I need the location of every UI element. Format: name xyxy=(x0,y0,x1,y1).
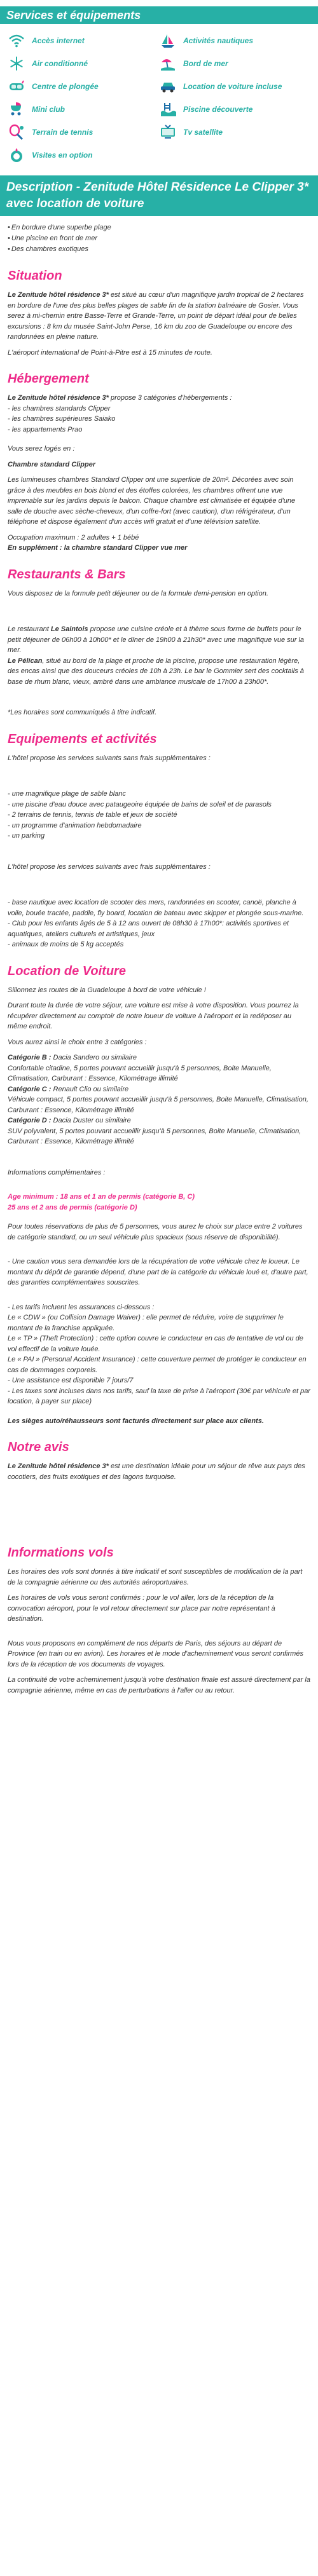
description-header: Description - Zenitude Hôtel Résidence Le Clipper 3* avec location de voiture xyxy=(0,175,318,216)
wifi-icon xyxy=(8,32,25,50)
restaurants-formula: Vous disposez de la formule petit déjeuner ou de la formule demi-pension en option. xyxy=(8,589,268,597)
amenity-tennis xyxy=(8,123,159,141)
amenity-label: Location de voiture incluse xyxy=(183,82,282,91)
infos-heading: Informations vols xyxy=(8,1546,114,1560)
situation-heading: Situation xyxy=(8,269,62,283)
amenity-label: Activités nautiques xyxy=(183,36,254,45)
list-item: - une piscine d'eau douce avec pataugeoire équipée de bains de soleil et de parasols xyxy=(8,800,272,808)
list-item: - 2 terrains de tennis, tennis de table et jeux de société xyxy=(8,811,177,819)
pool-icon xyxy=(159,100,177,118)
equipements-heading: Equipements et activités xyxy=(8,732,157,746)
location-choice: Vous aurez ainsi le choix entre 3 catégories : xyxy=(8,1038,147,1046)
car-icon xyxy=(159,78,177,95)
tennis-icon xyxy=(8,123,25,141)
amenities-grid xyxy=(0,24,318,164)
amenity-pool xyxy=(159,100,310,118)
flight-info-3: Nous vous proposons en complément de nos départs de Paris, des séjours au départ de Province (en train ou en avion). Les horaires et le mode d'acheminement vous seront confirmés lors de la réception de vos documents de voyages. xyxy=(8,1639,303,1668)
amenity-satellite-tv xyxy=(159,123,310,141)
group-booking-text: Pour toutes réservations de plus de 5 personnes, vous aurez le choix sur place entre 2 voitures de catégorie standard, ou un seul véhicule plus spacieux (sous réserve de disponibilité). xyxy=(8,1223,303,1241)
room-occupancy: Occupation maximum : 2 adultes + 1 bébé En supplément : la chambre standard Clipper vue mer xyxy=(8,533,188,552)
snowflake-icon xyxy=(8,55,25,72)
amenity-label: Centre de plongée xyxy=(32,82,99,91)
amenity-aircon xyxy=(8,55,159,72)
flight-info-4: La continuité de votre acheminement jusqu'à votre destination finale est assuré directement par la compagnie aérienne, même en cas de perturbations à l'aller ou au retour. xyxy=(8,1676,310,1694)
services-header: Services et équipements xyxy=(0,6,318,24)
room-title: Chambre standard Clipper xyxy=(8,460,96,468)
airport-text: L'aéroport international de Point-à-Pitre est à 15 minutes de route. xyxy=(8,348,212,357)
baby-carriage-icon xyxy=(8,100,25,118)
restaurants-heading: Restaurants & Bars xyxy=(8,567,126,582)
car-categories: Catégorie B : Dacia Sandero ou similaire Confortable citadine, 5 portes pouvant accueillir jusqu'à 5 personnes, Boite Manuelle, Climatisation, Carburant : Essence, Kilométrage illimité Catégorie C : Renault Clio ou similaire Véhicule compact, 5 portes pouvant accueillir jusqu'à 5 personnes, Boite Manuelle, Climatisation, Carburant : Essence, Kilométrage illimité Catégorie D : Dacia Duster ou similaire SUV polyvalent, 5 portes pouvant accueillir jusqu'à 5 personnes, Boite Manuelle, Climatisation, Carburant : Essence, Kilométrage illimité xyxy=(8,1054,308,1145)
age-requirements: Age minimum : 18 ans et 1 an de permis (catégorie B, C) 25 ans et 2 ans de permis (catégorie D) xyxy=(8,1193,195,1211)
paid-services-list xyxy=(8,897,310,950)
flight-info-1: Les horaires des vols sont donnés à titre indicatif et sont susceptibles de modification de la part de la compagnie aérienne ou des autorités aéroportuaires. xyxy=(8,1568,303,1586)
tv-icon xyxy=(159,123,177,141)
description-bullets xyxy=(8,222,310,255)
amenity-label: Accès internet xyxy=(32,36,85,45)
beach-icon xyxy=(159,55,177,72)
paid-services-intro: L'hôtel propose les services suivants avec frais supplémentaires : xyxy=(8,862,211,871)
free-services-intro: L'hôtel propose les services suivants sans frais supplémentaires : xyxy=(8,754,211,762)
flight-info-2: Les horaires de vols vous seront confirmés : pour le vol aller, lors de la réception de la convocation aéroport, pour le vol retour directement sur place par notre représentant à destination. xyxy=(8,1594,275,1623)
amenity-label: Mini club xyxy=(32,105,65,114)
diving-mask-icon xyxy=(8,78,25,95)
amenity-diving xyxy=(8,78,159,95)
amenity-label: Air conditionné xyxy=(32,59,88,68)
room-description: Les lumineuses chambres Standard Clipper ont une superficie de 20m². Décorées avec soin grâce à des meubles en bois blond et des étoffes colorées, les chambres offrent une vue imprenable sur les jardins depuis le balcon. Chaque chambre est climatisée et équipée d'une salle de douche avec sèche-cheveux, d'un coffre-fort (avec caution), d'un réfrigérateur, d'un téléphone et dispose également d'un accès wifi gratuit et d'une télévision satellite. xyxy=(8,476,296,526)
info-title: Informations complémentaires : xyxy=(8,1168,106,1176)
amenity-label: Terrain de tennis xyxy=(32,128,93,137)
amenity-label: Tv satellite xyxy=(183,128,223,137)
amenity-label: Bord de mer xyxy=(183,59,228,68)
avis-heading: Notre avis xyxy=(8,1440,69,1454)
lodged-text: Vous serez logés en : xyxy=(8,445,75,453)
insurance-list: - Les tarifs incluent les assurances ci-dessous : Le « CDW » (ou Collision Damage Waiver) : elle permet de réduire, voire de supprimer le montant de la franchise appliquée. Le « TP » (Theft Protection) : cette option couvre le conducteur en cas de tentative de vol ou de vol effectif de la voiture louée. Le « PAI » (Personal Accident Insurance) : cette couverture permet de protéger le conducteur en cas de dommages corporels. - Une assistance est disponible 7 jours/7 - Les taxes sont incluses dans nos tarifs, sauf la taxe de prise à l'aéroport (30€ par véhicule et par location, à payer sur place) xyxy=(8,1303,310,1405)
list-item: - un programme d'animation hebdomadaire xyxy=(8,821,142,829)
amenity-visits xyxy=(8,146,159,164)
amenity-label: Visites en option xyxy=(32,151,93,160)
hebergement-intro: Le Zenitude hôtel résidence 3* propose 3 catégories d'hébergements : - les chambres standards Clipper - les chambres supérieures Saiako - les appartements Prao xyxy=(8,394,232,433)
amenity-nautical xyxy=(159,32,310,50)
location-heading: Location de Voiture xyxy=(8,964,126,978)
situation-text: Le Zenitude hôtel résidence 3* est situé au cœur d'un magnifique jardin tropical de 2 hectares en bordure de l'une des plus belles plages de sable fin de la station balnéaire de Gosier. Vous serez à mi-chemin entre Basse-Terre et Grande-Terre, un point de départ idéal pour de belles excursions : 8 km du musée Saint-John Perse, 16 km du zoo de Guadeloupe ou encore des randonnées en pleine nature. xyxy=(8,291,304,341)
sailboat-icon xyxy=(159,32,177,50)
location-slogan: Sillonnez les routes de la Guadeloupe à bord de votre véhicule ! xyxy=(8,986,206,994)
amenity-seaside xyxy=(159,55,310,72)
restaurants-text: Le restaurant Le Saintois propose une cuisine créole et à thème sous forme de buffets pour le petit déjeuner de 06h00 à 10h00* et le dîner de 19h00 à 21h30* avec une magnifique vue sur la mer. Le Pélican, situé au bord de la plage et proche de la piscine, propose une restauration légère, des encas ainsi que des douceurs créoles de 10h à 23h. Le bar le Gommier sert des cocktails à base de rhum blanc, vieux, ambré dans une ambiance musicale de 17h00 à 23h00*. xyxy=(8,625,305,686)
bullet-item: • Des chambres exotiques xyxy=(8,244,310,255)
bullet-item: • En bordure d'une superbe plage xyxy=(8,222,310,233)
list-item: - Club pour les enfants âgés de 5 à 12 ans ouvert de 08h30 à 17h00*: activités sportives et aquatiques, ateliers culturels et artistiques, jeux xyxy=(8,920,289,938)
location-text: Durant toute la durée de votre séjour, une voiture est mise à votre disposition. Vous pourrez la récupérer directement au comptoir de notre loueur de voiture à l'aéroport et la redéposer au même endroit. xyxy=(8,1002,299,1030)
amenity-internet xyxy=(8,32,159,50)
free-services-list xyxy=(8,789,310,842)
list-item: - une magnifique plage de sable blanc xyxy=(8,790,126,798)
coconut-icon xyxy=(8,146,25,164)
child-seats-text: Les sièges auto/réhausseurs sont facturés directement sur place aux clients. xyxy=(8,1417,264,1425)
list-item: - base nautique avec location de scooter des mers, randonnées en scooter, canoë, planche à voile, bouée tractée, paddle, fly board, location de bateau avec skipper et plongée sous-marine. xyxy=(8,899,304,917)
list-item: - animaux de moins de 5 kg acceptés xyxy=(8,941,124,948)
amenity-mini-club xyxy=(8,100,159,118)
restaurants-note: *Les horaires sont communiqués à titre indicatif. xyxy=(8,709,157,716)
list-item: - un parking xyxy=(8,832,45,840)
amenity-car-rental xyxy=(159,78,310,95)
deposit-text: - Une caution vous sera demandée lors de la récupération de votre véhicule chez le loueur. Le montant du dépôt de garantie dépend, d'une part de la catégorie du véhicule loué et, d'autre part, des garanties complémentaires souscrites. xyxy=(8,1258,308,1286)
avis-text: Le Zenitude hôtel résidence 3* est une destination idéale pour un séjour de rêve aux pays des cocotiers, des fruits exotiques et des lagons turquoise. xyxy=(8,1462,305,1481)
bullet-item: • Une piscine en front de mer xyxy=(8,233,310,244)
amenity-label: Piscine découverte xyxy=(183,105,253,114)
hebergement-heading: Hébergement xyxy=(8,372,89,386)
